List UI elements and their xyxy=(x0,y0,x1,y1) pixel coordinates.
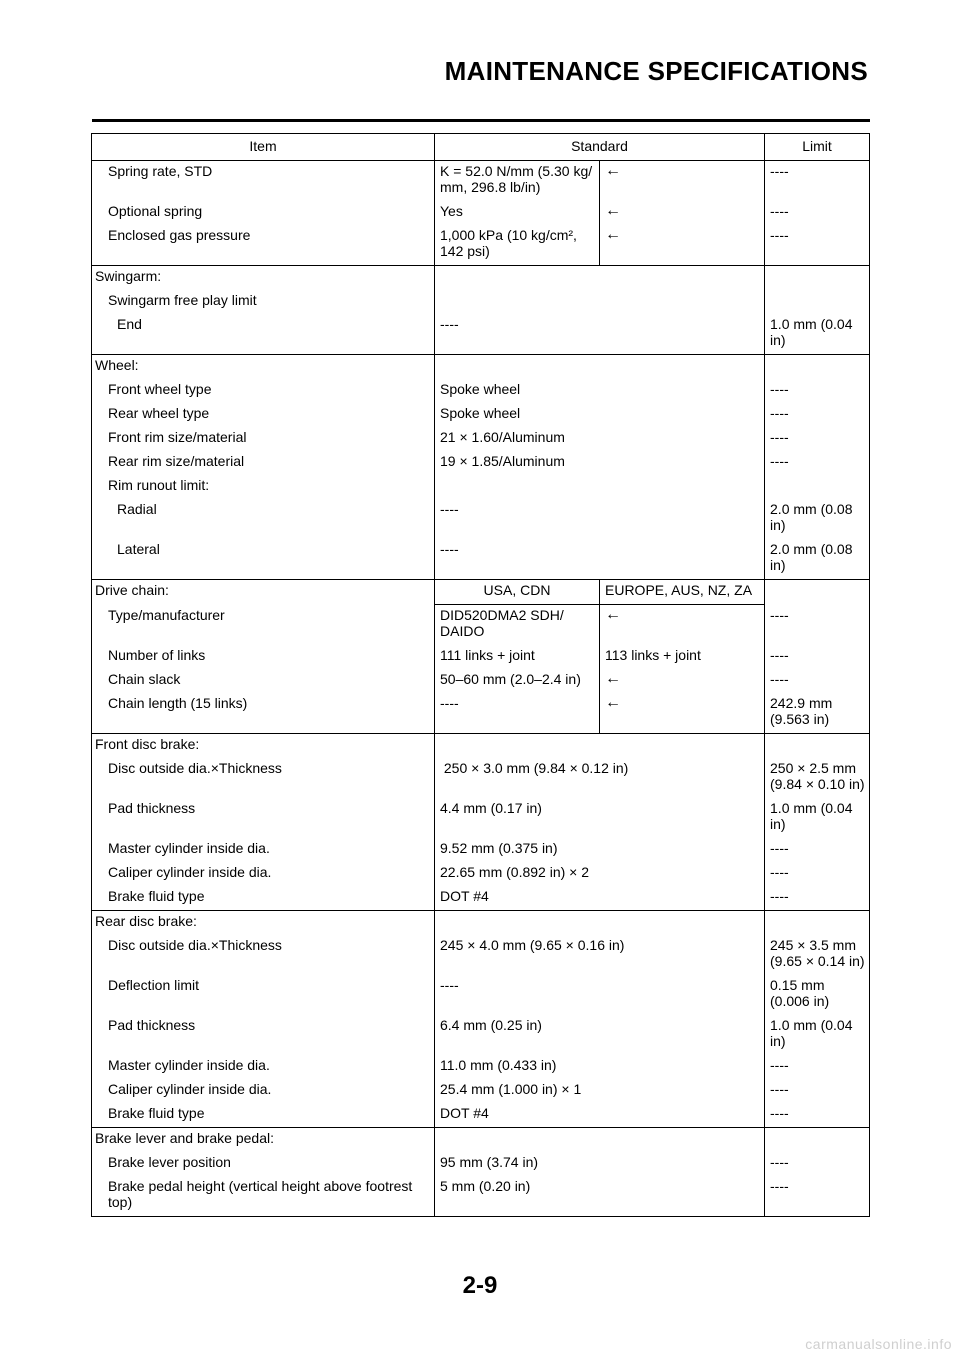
limit-cell: 250 × 2.5 mm (9.84 × 0.10 in) xyxy=(770,760,865,792)
standard-cell: ---- xyxy=(440,316,459,332)
same-as-left-arrow: ← xyxy=(605,202,621,219)
item-cell: Brake pedal height (vertical height above footrest top) xyxy=(108,1178,413,1210)
table-row xyxy=(92,1015,870,1055)
limit-cell: 245 × 3.5 mm (9.65 × 0.14 in) xyxy=(770,937,865,969)
standard-cell: ---- xyxy=(440,695,459,711)
standard-cell: DOT #4 xyxy=(440,1105,489,1121)
table-row xyxy=(92,266,870,291)
limit-cell: 2.0 mm (0.08 in) xyxy=(770,501,853,533)
item-cell: Brake lever position xyxy=(108,1154,231,1170)
limit-cell: ---- xyxy=(770,405,789,421)
standard-cell: 21 × 1.60/Aluminum xyxy=(440,429,565,445)
item-cell: Front rim size/material xyxy=(108,429,247,445)
item-cell: End xyxy=(117,316,142,332)
item-cell: Brake fluid type xyxy=(108,1105,205,1121)
limit-cell: ---- xyxy=(770,381,789,397)
same-as-left-arrow: ← xyxy=(605,670,621,687)
limit-cell: 1.0 mm (0.04 in) xyxy=(770,1017,853,1049)
group-heading: Drive chain: xyxy=(95,582,169,598)
limit-cell: 1.0 mm (0.04 in) xyxy=(770,316,853,348)
limit-cell: ---- xyxy=(770,1154,789,1170)
limit-cell: ---- xyxy=(770,453,789,469)
standard-cell: K = 52.0 N/mm (5.30 kg/ mm, 296.8 lb/in) xyxy=(440,163,593,195)
item-cell: Rear rim size/material xyxy=(108,453,245,469)
table-row xyxy=(92,886,870,911)
table-row xyxy=(92,290,870,314)
table-row xyxy=(92,1079,870,1103)
header-standard: Standard xyxy=(435,134,765,161)
standard-cell: Yes xyxy=(440,203,463,219)
group-heading: Wheel: xyxy=(95,357,139,373)
table-row xyxy=(92,693,870,734)
standard-cell: 95 mm (3.74 in) xyxy=(440,1154,539,1170)
limit-cell: ---- xyxy=(770,1105,789,1121)
table-row xyxy=(92,403,870,427)
item-cell: Pad thickness xyxy=(108,800,196,816)
standard-cell: Spoke wheel xyxy=(440,405,521,421)
table-row xyxy=(92,475,870,499)
table-row xyxy=(92,734,870,759)
standard-cell: 5 mm (0.20 in) xyxy=(440,1178,531,1194)
item-cell: Pad thickness xyxy=(108,1017,196,1033)
standard-cell: 245 × 4.0 mm (9.65 × 0.16 in) xyxy=(440,937,625,953)
table-row xyxy=(92,838,870,862)
item-cell: Caliper cylinder inside dia. xyxy=(108,864,272,880)
standard-cell: ---- xyxy=(440,541,459,557)
table-row xyxy=(92,1055,870,1079)
standard-cell: ---- xyxy=(440,501,459,517)
item-cell: Caliper cylinder inside dia. xyxy=(108,1081,272,1097)
limit-cell: 242.9 mm (9.563 in) xyxy=(770,695,833,727)
standard-cell: DID520DMA2 SDH/ DAIDO xyxy=(440,607,564,639)
same-as-left-arrow: ← xyxy=(605,694,621,711)
region-header-usa-cdn: USA, CDN xyxy=(483,582,551,598)
item-cell: Lateral xyxy=(117,541,160,557)
item-cell: Enclosed gas pressure xyxy=(108,227,251,243)
table-row xyxy=(92,427,870,451)
specifications-table xyxy=(91,133,870,1217)
standard-cell: Spoke wheel xyxy=(440,381,521,397)
table-row xyxy=(92,645,870,669)
table-row xyxy=(92,1128,870,1153)
item-cell: Deflection limit xyxy=(108,977,200,993)
standard-cell: 19 × 1.85/Aluminum xyxy=(440,453,565,469)
region-header-europe: EUROPE, AUS, NZ, ZA xyxy=(605,582,753,598)
standard-cell: 25.4 mm (1.000 in) × 1 xyxy=(440,1081,582,1097)
standard-cell: 6.4 mm (0.25 in) xyxy=(440,1017,542,1033)
standard-cell: ---- xyxy=(440,977,459,993)
limit-cell: 2.0 mm (0.08 in) xyxy=(770,541,853,573)
item-cell: Master cylinder inside dia. xyxy=(108,1057,270,1073)
table-row xyxy=(92,1152,870,1176)
limit-cell: ---- xyxy=(770,227,789,243)
item-cell: Swingarm free play limit xyxy=(108,292,257,308)
item-cell: Optional spring xyxy=(108,203,203,219)
title-divider xyxy=(92,119,870,122)
standard-cell: DOT #4 xyxy=(440,888,489,904)
same-as-left-arrow: ← xyxy=(605,162,621,179)
item-cell: Number of links xyxy=(108,647,206,663)
item-cell: Type/manufacturer xyxy=(108,606,225,623)
item-cell: Rear wheel type xyxy=(108,405,210,421)
standard-cell: 11.0 mm (0.433 in) xyxy=(440,1057,557,1073)
limit-cell: ---- xyxy=(770,429,789,445)
item-cell: Front wheel type xyxy=(108,381,212,397)
table-row xyxy=(92,539,870,580)
item-cell: Rim runout limit: xyxy=(108,477,210,493)
watermark: carmanualsonline.info xyxy=(805,1336,952,1352)
item-cell: Brake fluid type xyxy=(108,888,205,904)
standard-cell: 9.52 mm (0.375 in) xyxy=(440,840,558,856)
item-cell: Radial xyxy=(117,501,157,517)
group-heading: Front disc brake: xyxy=(95,736,200,752)
table-row xyxy=(92,862,870,886)
table-header-row xyxy=(92,134,870,161)
table-row xyxy=(92,161,870,202)
group-heading: Brake lever and brake pedal: xyxy=(95,1130,274,1146)
table-row xyxy=(92,911,870,936)
table-row xyxy=(92,1103,870,1128)
same-as-left-arrow: ← xyxy=(605,226,621,243)
header-limit: Limit xyxy=(765,134,870,161)
item-cell: Chain slack xyxy=(108,671,181,687)
standard-cell: 111 links + joint xyxy=(440,647,535,663)
page-title: MAINTENANCE SPECIFICATIONS xyxy=(444,56,868,86)
table-row xyxy=(92,669,870,693)
standard-cell: 250 × 3.0 mm (9.84 × 0.12 in) xyxy=(440,760,629,776)
group-heading: Swingarm: xyxy=(95,268,162,284)
page-number: 2-9 xyxy=(462,1272,498,1299)
same-as-left-arrow: ← xyxy=(605,606,621,623)
table-row xyxy=(92,580,870,605)
limit-cell: ---- xyxy=(770,888,789,904)
item-cell: Disc outside dia.×Thickness xyxy=(108,937,282,953)
standard-cell: 50–60 mm (2.0–2.4 in) xyxy=(440,671,581,687)
limit-cell: ---- xyxy=(770,203,789,219)
limit-cell: ---- xyxy=(770,671,789,687)
item-cell: Spring rate, STD xyxy=(108,163,213,179)
table-row xyxy=(92,314,870,355)
standard-cell: 22.65 mm (0.892 in) × 2 xyxy=(440,864,590,880)
limit-cell: ---- xyxy=(770,606,789,623)
table-row xyxy=(92,225,870,266)
table-row xyxy=(92,355,870,380)
table-row xyxy=(92,798,870,838)
table-row xyxy=(92,379,870,403)
limit-cell: ---- xyxy=(770,1081,789,1097)
group-heading: Rear disc brake: xyxy=(95,913,197,929)
limit-cell: 1.0 mm (0.04 in) xyxy=(770,800,853,832)
standard-cell: 4.4 mm (0.17 in) xyxy=(440,800,542,816)
item-cell: Chain length (15 links) xyxy=(108,695,248,711)
table-row xyxy=(92,1176,870,1217)
limit-cell: ---- xyxy=(770,840,789,856)
limit-cell: 0.15 mm (0.006 in) xyxy=(770,977,830,1009)
limit-cell: ---- xyxy=(770,163,789,179)
limit-cell: ---- xyxy=(770,864,789,880)
standard-cell: 113 links + joint xyxy=(605,647,701,663)
limit-cell: ---- xyxy=(770,1178,789,1194)
table-row xyxy=(92,605,870,646)
table-row xyxy=(92,935,870,975)
header-item: Item xyxy=(92,134,435,161)
item-cell: Disc outside dia.×Thickness xyxy=(108,760,282,776)
table-row xyxy=(92,758,870,798)
limit-cell: ---- xyxy=(770,647,789,663)
standard-cell: 1,000 kPa (10 kg/cm², 142 psi) xyxy=(440,227,577,259)
table-row xyxy=(92,201,870,225)
limit-cell: ---- xyxy=(770,1057,789,1073)
table-row xyxy=(92,975,870,1015)
table-row xyxy=(92,451,870,475)
table-row xyxy=(92,499,870,539)
item-cell: Master cylinder inside dia. xyxy=(108,840,270,856)
